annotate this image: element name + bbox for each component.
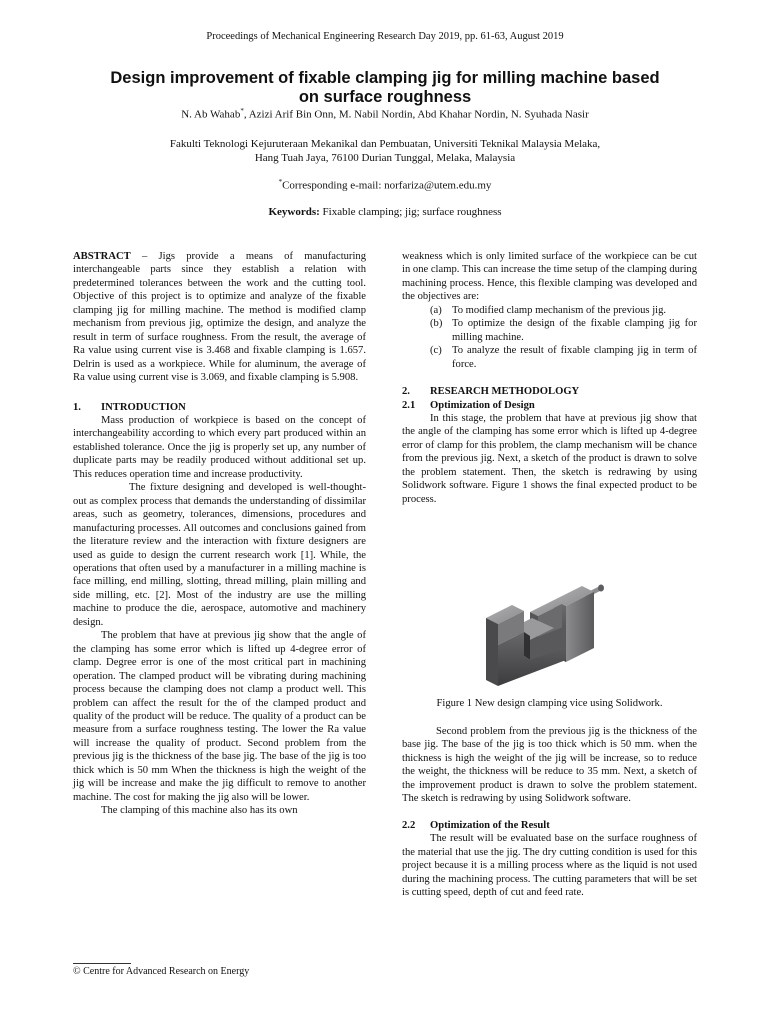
objective-item bbox=[430, 344, 697, 371]
footnote: © Centre for Advanced Research on Energy bbox=[73, 966, 250, 977]
objective-item bbox=[430, 317, 697, 344]
subsection-number: 2.1 bbox=[402, 399, 416, 411]
right-paragraph-1: weakness which is only limited surface of the workpiece can be cut in one clamp. This can increase the time setup of the clamping during machining process. Hence, this flexible clamping was developed and the objectives are: bbox=[402, 251, 697, 303]
other-authors: , Azizi Arif Bin Onn, M. Nabil Nordin, Abd Khahar Nordin, N. Syuhada Nasir bbox=[243, 108, 589, 121]
keywords bbox=[40, 206, 730, 218]
affiliation bbox=[40, 137, 730, 165]
abstract-label: ABSTRACT bbox=[73, 251, 131, 262]
right-column-lower bbox=[402, 725, 697, 899]
section-2-2-paragraph-1: The result will be evaluated base on the surface roughness of the material that use the jig. The dry cutting condition is used for this project because it is a milling process where as the liquid is not used during the machining process. The cutting parameters that will be set is cutting speed, depth of cut and feed rate. bbox=[402, 833, 697, 898]
objective-text: To analyze the result of fixable clamping jig in term of force. bbox=[452, 345, 697, 370]
subsection-heading-2-2 bbox=[402, 819, 697, 832]
intro-paragraph-3: The problem that have at previous jig show that the angle of the clamping has some error which is lifted up 4-degree error of clamp. Degree error is one of the most critical part in machining operation. The clamped product will be vibrating during machining process because the clamping does not clamp a product well. This problem can affect the result for the of the clamped product and quality of the product will be reduce. The quality of a product can be measure from a surface roughness testing. The lower the Ra value will increase the quality of product. Second problem from the previous jig is the thickness of the base jig. The base of the jig is too thick which is 50 mm When the thickness is high the weight of the jig will be increase and make the jig difficult to remove to another machine. The cost for making the jig also will be lower. bbox=[73, 630, 366, 803]
corresponding-email bbox=[40, 178, 730, 192]
affiliation-line-2: Hang Tuah Jaya, 76100 Durian Tunggal, Melaka, Malaysia bbox=[254, 152, 516, 164]
left-column bbox=[73, 250, 366, 818]
subsection-title: Optimization of the Result bbox=[430, 819, 550, 831]
footnote-divider bbox=[73, 963, 131, 964]
email-text: Corresponding e-mail: norfariza@utem.edu.my bbox=[282, 179, 492, 192]
section-number: 2. bbox=[402, 386, 410, 398]
intro-paragraph-1: Mass production of workpiece is based on the concept of interchangeability according to which every part produced within an established tolerance. Once the jig is properly set up, any number of duplicate parts may be readily produced without additional set up. This reduces operation time and increase productivity. bbox=[73, 414, 366, 480]
right-column bbox=[402, 250, 697, 506]
intro-paragraph-4: The clamping of this machine also has its own bbox=[101, 805, 298, 817]
intro-paragraph-2: The fixture designing and developed is well-thought-out as complex process that demands the understanding of dissimilar areas, such as geometry, tolerances, dimensions, procedures and manufacturing processes. All outcomes and conclusions gained from the literature review and the interaction with fixture designers are used as guide to design the current research work [1]. While, the operations that often used by a manufacturer in a milling machine is face milling, end milling, slotting, thread milling, plain milling and side milling, etc. [2]. Most of the industry are use the milling machine to produce the die, aerospace, automotive and machinery design. bbox=[73, 482, 366, 628]
section-2-1-paragraph-2: Second problem from the previous jig is the thickness of the base jig. The base of the jig is too thick which is 50 mm. when the thickness is high the weight of the jig will be increase, so to reduce the weight, the thickness will be reduce to 35 mm. Next, a sketch of the improvement product is drawn to solve the problem statement. The sketch is redrawing by using Solidwork software. bbox=[402, 726, 697, 805]
subsection-title: Optimization of Design bbox=[430, 399, 535, 411]
keywords-label: Keywords: bbox=[268, 206, 320, 218]
figure-1-caption: Figure 1 New design clamping vice using Solidwork. bbox=[436, 698, 663, 709]
keywords-text: Fixable clamping; jig; surface roughness bbox=[319, 206, 502, 218]
abstract-text: – Jigs provide a means of manufacturing interchangeable parts since they establish a relation with predetermined tolerances between the work and the cutting tool. Objective of this project is to optimize and analyze of the fixable clamping jig for milling machine. The method is modified clamp mechanism from previous jig, optimize the design, and analyze the result in term of surface roughness. From the result, the average of Ra value using current vise is 3.468 and fixable clamping is 1.657. Delrin is used as a workpiece. While for aluminum, the average of Ra value using current vise is 3.069, and fixable clamping is 5.908. bbox=[73, 251, 366, 384]
objective-label: (c) bbox=[430, 345, 442, 357]
abstract bbox=[73, 250, 366, 385]
section-title: RESEARCH METHODOLOGY bbox=[430, 386, 580, 398]
subsection-number: 2.2 bbox=[402, 819, 416, 831]
affiliation-line-1: Fakulti Teknologi Kejuruteraan Mekanikal dan Pembuatan, Universiti Teknikal Malaysia Melaka, bbox=[169, 138, 601, 150]
title-line-2: on surface roughness bbox=[298, 88, 472, 106]
objective-text: To modified clamp mechanism of the previous jig. bbox=[452, 304, 667, 316]
email-mark: * bbox=[278, 178, 283, 186]
paper-title bbox=[60, 69, 710, 107]
section-title: INTRODUCTION bbox=[101, 401, 186, 413]
clamping-vice-render bbox=[478, 556, 624, 696]
subsection-heading-2-1 bbox=[402, 399, 697, 412]
objective-label: (a) bbox=[430, 304, 442, 316]
section-2-1-paragraph-1: In this stage, the problem that have at previous jig show that the angle of the clamping has some error which is lifted up 4-degree error of clamp for this problem, the clamp mechanism will be chance from the previous jig. Next, a sketch of the product is drawn to solve the problem statement. Then, the sketch is redrawing by using Solidwork software. Figure 1 shows the final expected product to be process. bbox=[402, 412, 697, 505]
objective-text: To optimize the design of the fixable clamping jig for milling machine. bbox=[452, 318, 697, 343]
running-header: Proceedings of Mechanical Engineering Research Day 2019, pp. 61-63, August 2019 bbox=[206, 31, 564, 42]
objective-item bbox=[430, 304, 697, 317]
section-heading-methodology bbox=[402, 385, 697, 398]
section-heading-introduction bbox=[73, 401, 366, 414]
figure-1-image bbox=[478, 556, 624, 696]
corresponding-mark: * bbox=[240, 107, 244, 115]
title-line-1: Design improvement of fixable clamping jig for milling machine based bbox=[110, 69, 660, 87]
first-author: N. Ab Wahab bbox=[181, 108, 241, 121]
objective-label: (b) bbox=[430, 318, 443, 330]
author-list bbox=[40, 107, 730, 121]
section-number: 1. bbox=[73, 401, 81, 413]
